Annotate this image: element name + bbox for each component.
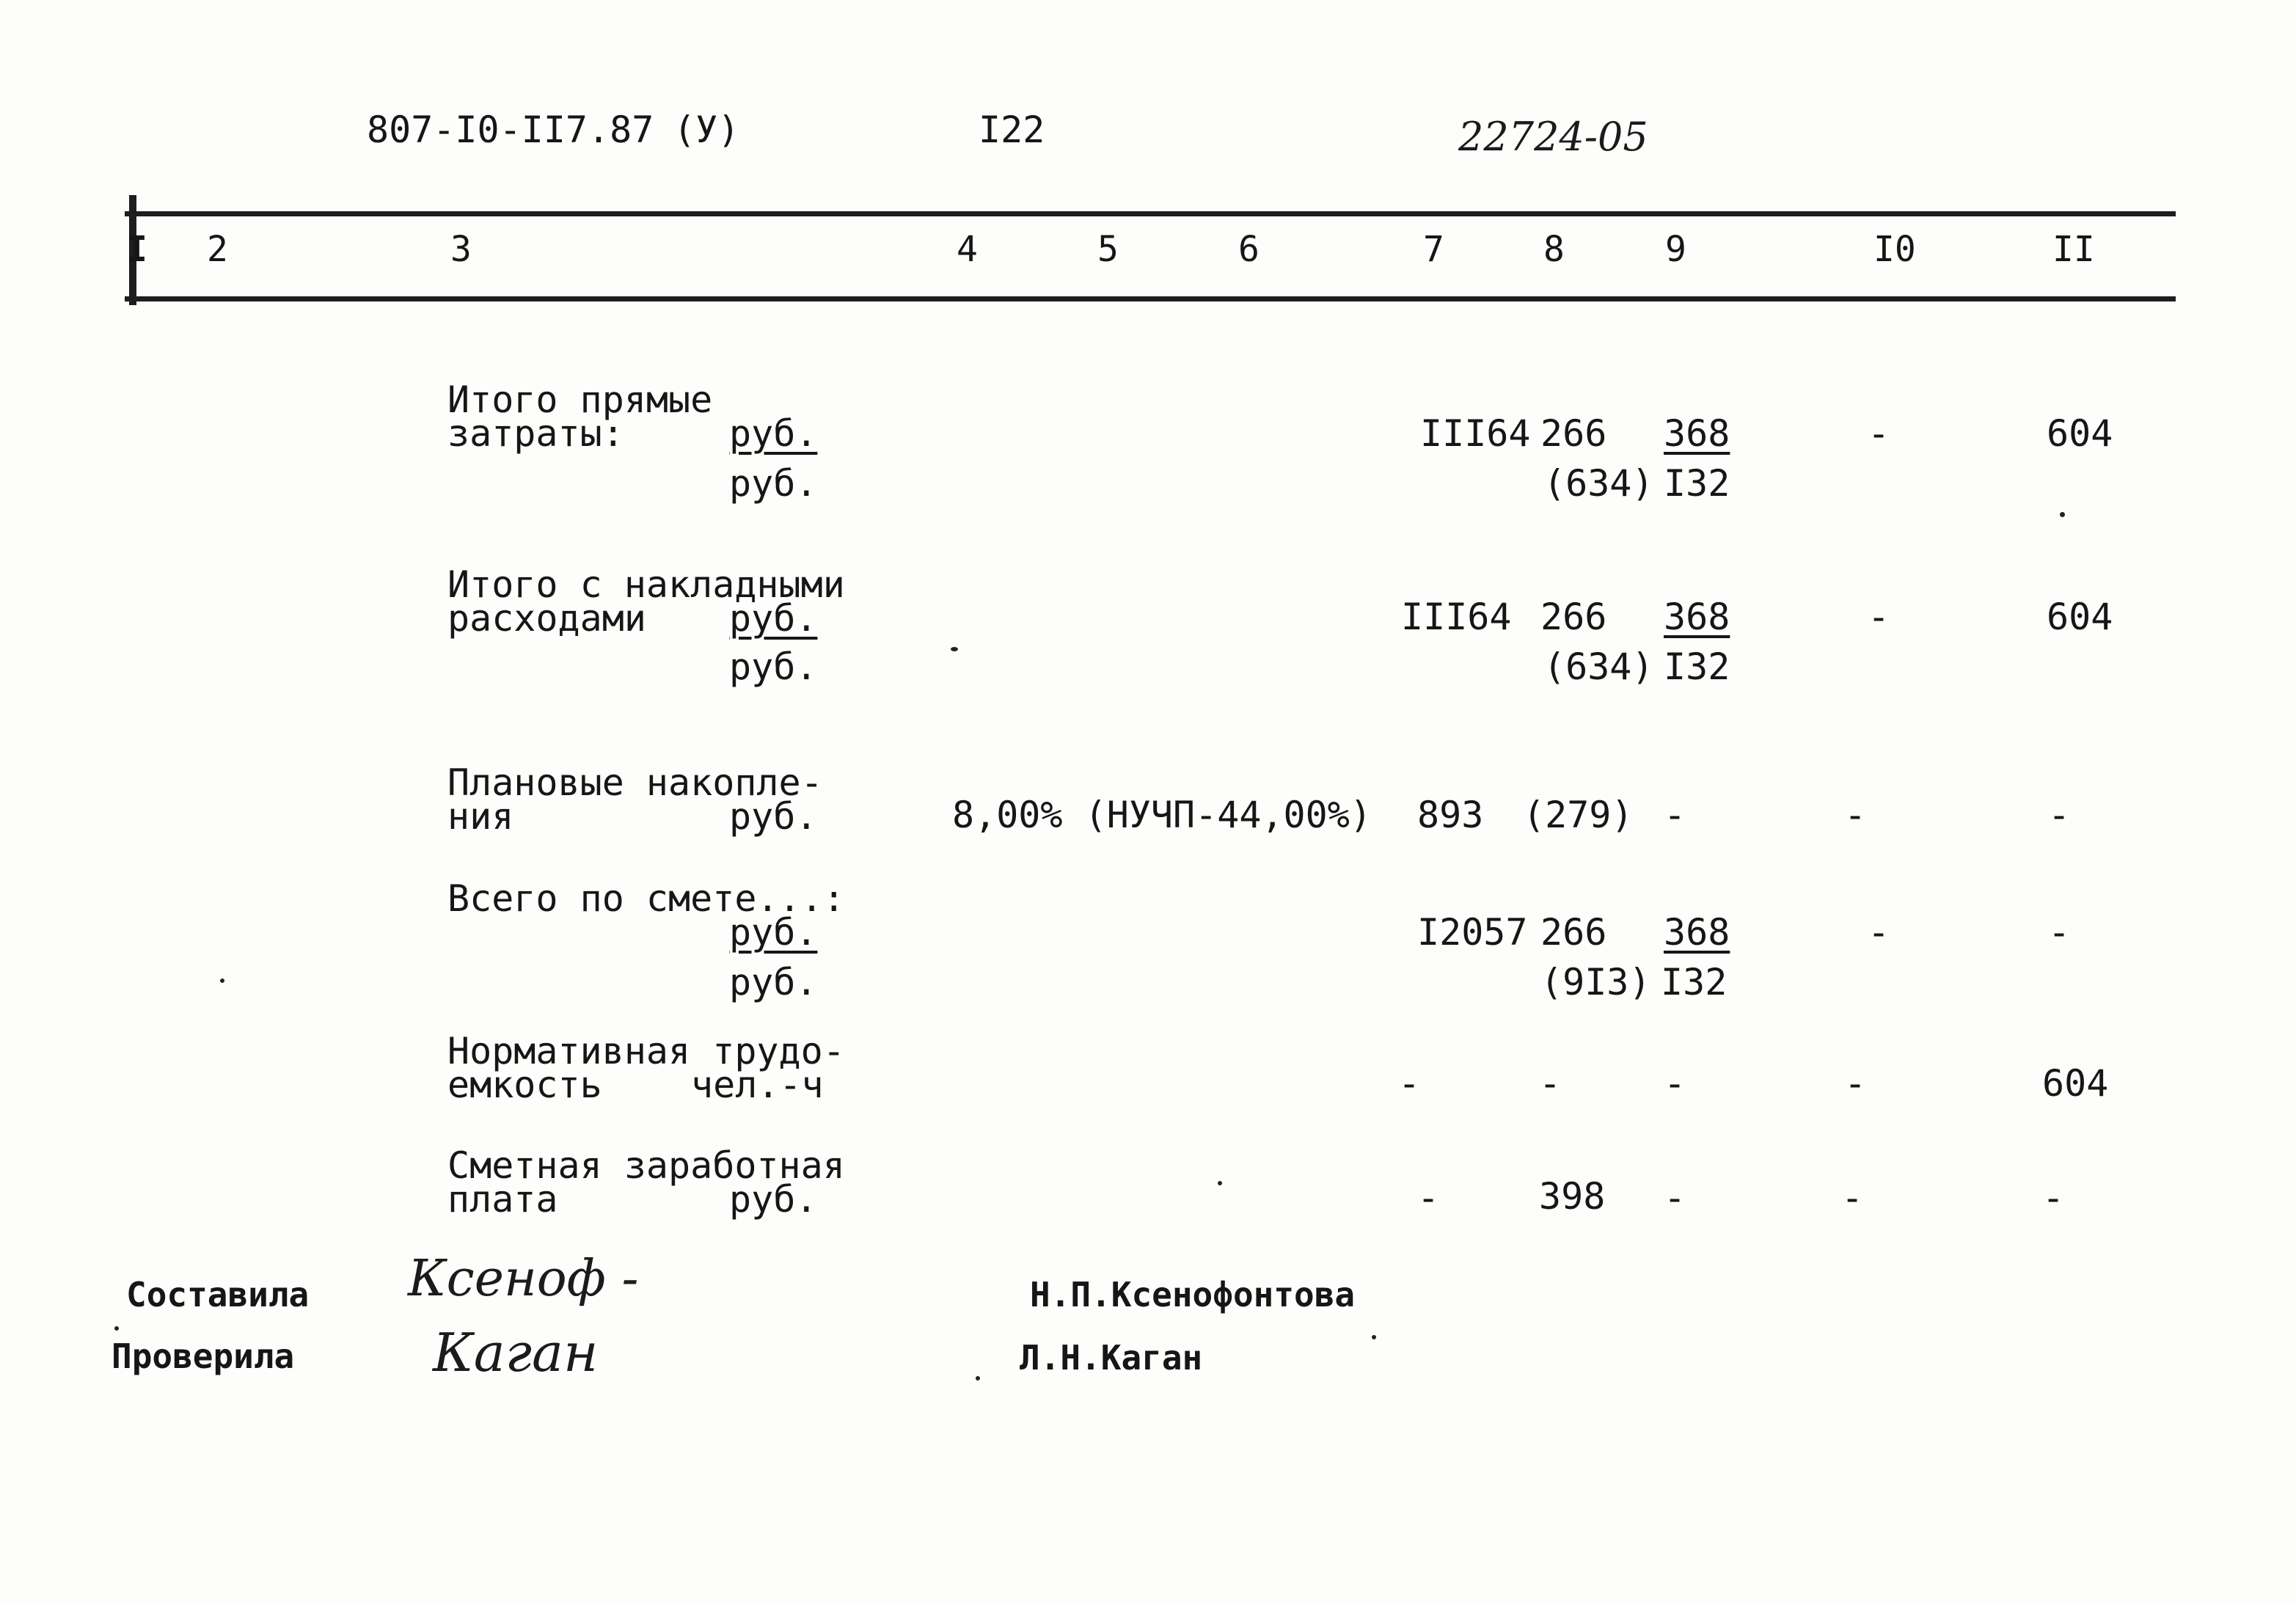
unit-label: руб. — [729, 795, 818, 838]
cell-col8: 266 — [1540, 596, 1607, 638]
scan-speck — [1218, 1181, 1222, 1185]
cell-col10: - — [1844, 794, 1867, 836]
cell-col7: III64 — [1420, 412, 1531, 455]
row-title: плата — [447, 1178, 558, 1221]
cell-col11: 604 — [2047, 596, 2113, 638]
cell-col10: - — [1868, 596, 1890, 638]
column-number: I0 — [1873, 229, 1916, 270]
cell-col8: 266 — [1540, 911, 1607, 954]
doc-code: 807-I0-II7.87 — [367, 109, 654, 151]
scan-speck — [976, 1376, 980, 1380]
column-number: I — [126, 229, 147, 270]
cell-col11: - — [2042, 1177, 2065, 1219]
unit-label: руб. — [729, 462, 818, 505]
cell-col9: 368 — [1664, 596, 1730, 638]
row-title: Итого прямые — [447, 378, 713, 421]
row-title: ния — [447, 795, 514, 838]
scan-speck — [1372, 1335, 1376, 1339]
cell-col10: - — [1868, 412, 1890, 455]
table-top-rule — [125, 211, 2176, 216]
cell-col9: 368 — [1664, 412, 1730, 455]
cell-col9: I32 — [1661, 961, 1728, 1003]
cell-col10: - — [1841, 1177, 1864, 1219]
column-number: 3 — [450, 229, 472, 270]
column-number: 7 — [1423, 229, 1444, 270]
column-number: 5 — [1097, 229, 1119, 270]
stamp-number: 22724-05 — [1458, 114, 1648, 160]
cell-col11: - — [2048, 794, 2071, 836]
row-title: Нормативная трудо- — [447, 1030, 845, 1072]
column-number: 4 — [957, 229, 978, 270]
unit-label: руб. — [729, 961, 818, 1003]
scan-speck — [951, 647, 958, 651]
cell-col7: III64 — [1401, 596, 1512, 638]
cell-col9: - — [1664, 1177, 1686, 1219]
doc-code-suffix: (У) — [673, 109, 740, 151]
unit-label: руб. — [729, 597, 818, 640]
row-title: Сметная заработная — [447, 1144, 845, 1187]
cell-col10: - — [1868, 911, 1890, 954]
cell-col7: - — [1398, 1062, 1421, 1105]
cell-col8: (279) — [1523, 794, 1634, 836]
row-title: затраты: — [447, 412, 624, 455]
cell-col8: (634) — [1543, 645, 1654, 688]
column-number: II — [2052, 229, 2095, 270]
column-number: 2 — [207, 229, 228, 270]
cell-col8: (9I3) — [1540, 961, 1651, 1003]
cell-col9: 368 — [1664, 911, 1730, 954]
cell-col7: 893 — [1417, 794, 1484, 836]
row-title: расходами — [447, 597, 646, 640]
scan-speck — [114, 1326, 119, 1331]
column-number: 6 — [1238, 229, 1259, 270]
cell-col9: I32 — [1664, 645, 1730, 688]
unit-label: руб. — [729, 911, 818, 954]
column-number: 9 — [1665, 229, 1686, 270]
row-title: емкость — [447, 1064, 602, 1106]
page-number: I22 — [979, 109, 1045, 151]
row-title: Плановые накопле- — [447, 761, 823, 804]
cell-col8: 266 — [1540, 412, 1607, 455]
row-title: Итого с накладными — [447, 563, 845, 606]
compiled-by-label: Составила — [126, 1275, 310, 1314]
column-number: 8 — [1543, 229, 1565, 270]
cell-col11: 604 — [2042, 1062, 2109, 1105]
cell-col11: 604 — [2047, 412, 2113, 455]
cell-col7: - — [1417, 1177, 1440, 1219]
cell-col8: (634) — [1543, 462, 1654, 505]
checked-by-label: Проверила — [111, 1336, 295, 1376]
cell-col11: - — [2048, 911, 2071, 954]
cell-col8: 398 — [1539, 1175, 1606, 1218]
cell-col8: - — [1539, 1062, 1562, 1105]
row-title: Всего по смете...: — [447, 877, 845, 920]
unit-label: руб. — [729, 645, 818, 688]
compiled-by-signature: Ксеноф - — [408, 1250, 639, 1308]
rate-label: 8,00% (НУЧП-44,00%) — [952, 794, 1372, 836]
cell-col9: I32 — [1664, 462, 1730, 505]
cell-col9: - — [1664, 1062, 1686, 1105]
unit-label: чел.-ч — [691, 1064, 824, 1106]
checked-by-signature: Каган — [433, 1322, 599, 1383]
cell-col7: I2057 — [1417, 911, 1528, 954]
checked-by-name: Л.Н.Каган — [1020, 1338, 1203, 1378]
scan-speck — [2060, 512, 2065, 517]
cell-col10: - — [1844, 1062, 1867, 1105]
table-bottom-rule — [125, 296, 2176, 301]
unit-label: руб. — [729, 412, 818, 455]
scan-speck — [220, 979, 224, 983]
compiled-by-name: Н.П.Ксенофонтова — [1030, 1275, 1356, 1314]
unit-label: руб. — [729, 1178, 818, 1221]
cell-col9: - — [1664, 794, 1686, 836]
